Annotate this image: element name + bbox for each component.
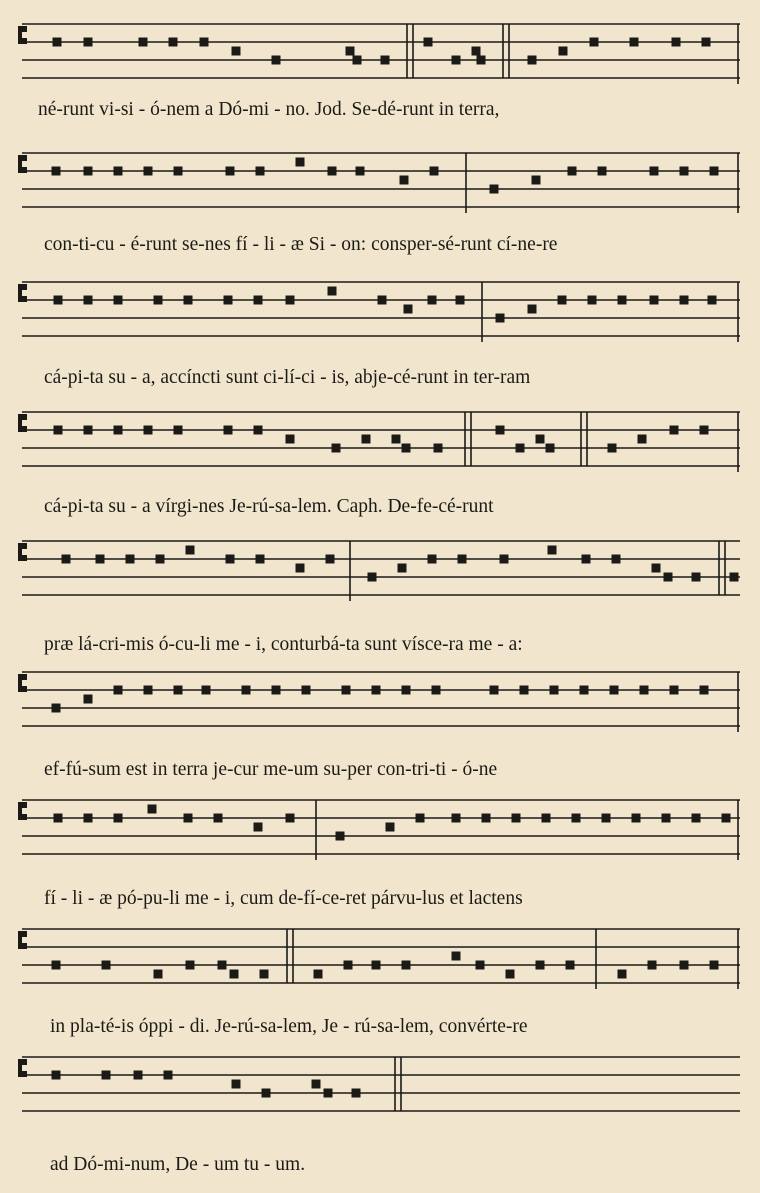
neume	[272, 56, 281, 65]
neume	[52, 961, 61, 970]
neume	[226, 555, 235, 564]
neume	[434, 444, 443, 453]
neume	[692, 814, 701, 823]
lyric-line: ad Dó-mi-num, De - um tu - um.	[50, 1154, 306, 1175]
neume	[230, 970, 239, 979]
music-system-1	[0, 16, 760, 146]
music-system-2	[0, 145, 760, 275]
neume	[148, 805, 157, 814]
neume	[356, 167, 365, 176]
neume	[326, 555, 335, 564]
neume	[416, 814, 425, 823]
neume	[528, 56, 537, 65]
neume	[559, 47, 568, 56]
neume	[730, 573, 739, 582]
c-clef	[18, 155, 27, 173]
neume	[650, 296, 659, 305]
neume	[400, 176, 409, 185]
neume	[214, 814, 223, 823]
neume	[402, 686, 411, 695]
c-clef	[18, 1059, 27, 1077]
neume	[582, 555, 591, 564]
neume	[174, 686, 183, 695]
neume	[662, 814, 671, 823]
neume	[262, 1089, 271, 1098]
neume	[260, 970, 269, 979]
neume	[139, 38, 148, 47]
neume	[404, 305, 413, 314]
neume	[722, 814, 731, 823]
neume	[402, 961, 411, 970]
music-system-9	[0, 1049, 760, 1179]
neume	[392, 435, 401, 444]
neume	[312, 1080, 321, 1089]
neume	[456, 296, 465, 305]
neume	[638, 435, 647, 444]
neume	[286, 435, 295, 444]
neume	[432, 686, 441, 695]
neume	[536, 961, 545, 970]
music-system-8	[0, 921, 760, 1051]
staff	[0, 16, 760, 92]
music-system-4	[0, 404, 760, 534]
neume	[516, 444, 525, 453]
neume	[610, 686, 619, 695]
lyric-line: præ lá-cri-mis ó-cu-li me - i, conturbá-ta sunt vísce-ra me - a:	[44, 634, 523, 655]
neume	[528, 305, 537, 314]
neume	[618, 970, 627, 979]
neume	[96, 555, 105, 564]
neume	[680, 167, 689, 176]
music-system-7	[0, 792, 760, 922]
neume	[430, 167, 439, 176]
neume	[114, 296, 123, 305]
neume	[346, 47, 355, 56]
neume	[324, 1089, 333, 1098]
neume	[218, 961, 227, 970]
c-clef	[18, 931, 27, 949]
lyric-line: in pla-té-is óppi - di. Je-rú-sa-lem, Je - rú-sa-lem, convérte-re	[50, 1016, 528, 1037]
neume	[680, 961, 689, 970]
neume	[476, 961, 485, 970]
neume	[700, 426, 709, 435]
lyric-line: né-runt vi-si - ó-nem a Dó-mi - no. Jod. Se-dé-runt in terra,	[38, 99, 500, 120]
c-clef	[18, 802, 27, 820]
neume	[54, 296, 63, 305]
neume	[368, 573, 377, 582]
neume	[650, 167, 659, 176]
neume	[452, 952, 461, 961]
neume	[232, 1080, 241, 1089]
neume	[580, 686, 589, 695]
neume	[84, 426, 93, 435]
neume	[52, 1071, 61, 1080]
neume	[352, 1089, 361, 1098]
neume	[114, 814, 123, 823]
music-system-3	[0, 274, 760, 404]
neume	[126, 555, 135, 564]
neume	[84, 695, 93, 704]
neume	[169, 38, 178, 47]
neume	[542, 814, 551, 823]
neume	[336, 832, 345, 841]
neume	[156, 555, 165, 564]
neume	[186, 546, 195, 555]
neume	[154, 970, 163, 979]
lyric-line: fí - li - æ pó-pu-li me - i, cum de-fí-ce-ret párvu-lus et lactens	[44, 888, 523, 909]
neume	[286, 814, 295, 823]
neume	[630, 38, 639, 47]
neume	[546, 444, 555, 453]
c-clef	[18, 26, 27, 44]
neume	[536, 435, 545, 444]
neume	[302, 686, 311, 695]
neume	[428, 555, 437, 564]
c-clef	[18, 414, 27, 432]
staff	[0, 792, 760, 868]
neume	[598, 167, 607, 176]
neume	[114, 426, 123, 435]
neume	[680, 296, 689, 305]
neume	[648, 961, 657, 970]
neume	[224, 426, 233, 435]
neume	[608, 444, 617, 453]
music-system-6	[0, 664, 760, 794]
neume	[174, 167, 183, 176]
neume	[588, 296, 597, 305]
neume	[84, 38, 93, 47]
c-clef	[18, 543, 27, 561]
neume	[52, 704, 61, 713]
neume	[602, 814, 611, 823]
neume	[612, 555, 621, 564]
neume	[618, 296, 627, 305]
lyric-line: con-ti-cu - é-runt se-nes fí - li - æ Si - on: consper-sé-runt cí-ne-re	[44, 234, 558, 255]
neume	[506, 970, 515, 979]
staff	[0, 1049, 760, 1125]
neume	[84, 814, 93, 823]
staff	[0, 145, 760, 221]
neume	[550, 686, 559, 695]
neume	[144, 167, 153, 176]
neume	[424, 38, 433, 47]
neume	[386, 823, 395, 832]
neume	[174, 426, 183, 435]
neume	[372, 961, 381, 970]
neume	[710, 167, 719, 176]
neume	[500, 555, 509, 564]
neume	[692, 573, 701, 582]
neume	[84, 296, 93, 305]
neume	[381, 56, 390, 65]
neume	[52, 167, 61, 176]
neume	[708, 296, 717, 305]
neume	[477, 56, 486, 65]
neume	[572, 814, 581, 823]
neume	[672, 38, 681, 47]
neume	[232, 47, 241, 56]
neume	[452, 814, 461, 823]
neume	[532, 176, 541, 185]
neume	[314, 970, 323, 979]
neume	[102, 961, 111, 970]
neume	[114, 167, 123, 176]
neume	[256, 167, 265, 176]
neume	[490, 185, 499, 194]
neume	[482, 814, 491, 823]
neume	[114, 686, 123, 695]
neume	[54, 426, 63, 435]
neume	[512, 814, 521, 823]
neume	[344, 961, 353, 970]
neume	[458, 555, 467, 564]
neume	[84, 167, 93, 176]
neume	[256, 555, 265, 564]
music-system-5	[0, 533, 760, 663]
neume	[496, 314, 505, 323]
neume	[640, 686, 649, 695]
neume	[254, 296, 263, 305]
neume	[296, 158, 305, 167]
neume	[402, 444, 411, 453]
neume	[242, 686, 251, 695]
staff	[0, 533, 760, 609]
neume	[702, 38, 711, 47]
c-clef	[18, 674, 27, 692]
neume	[200, 38, 209, 47]
neume	[670, 426, 679, 435]
neume	[700, 686, 709, 695]
neume	[670, 686, 679, 695]
neume	[664, 573, 673, 582]
neume	[353, 56, 362, 65]
neume	[558, 296, 567, 305]
neume	[53, 38, 62, 47]
neume	[154, 296, 163, 305]
neume	[652, 564, 661, 573]
neume	[548, 546, 557, 555]
neume	[710, 961, 719, 970]
neume	[62, 555, 71, 564]
neume	[186, 961, 195, 970]
neume	[254, 823, 263, 832]
neume	[428, 296, 437, 305]
neume	[342, 686, 351, 695]
neume	[328, 167, 337, 176]
c-clef	[18, 284, 27, 302]
staff	[0, 664, 760, 740]
neume	[362, 435, 371, 444]
staff	[0, 404, 760, 480]
neume	[332, 444, 341, 453]
neume	[144, 426, 153, 435]
neume	[398, 564, 407, 573]
neume	[286, 296, 295, 305]
neume	[144, 686, 153, 695]
neume	[568, 167, 577, 176]
neume	[632, 814, 641, 823]
neume	[520, 686, 529, 695]
neume	[490, 686, 499, 695]
neume	[590, 38, 599, 47]
lyric-line: ef-fú-sum est in terra je-cur me-um su-per con-tri-ti - ó-ne	[44, 759, 498, 780]
neume	[184, 814, 193, 823]
neume	[164, 1071, 173, 1080]
neume	[54, 814, 63, 823]
neume	[328, 287, 337, 296]
neume	[272, 686, 281, 695]
staff	[0, 921, 760, 997]
neume	[452, 56, 461, 65]
lyric-line: cá-pi-ta su - a vírgi-nes Je-rú-sa-lem. Caph. De-fe-cé-runt	[44, 496, 494, 517]
neume	[226, 167, 235, 176]
staff	[0, 274, 760, 350]
neume	[566, 961, 575, 970]
neume	[372, 686, 381, 695]
neume	[102, 1071, 111, 1080]
neume	[224, 296, 233, 305]
neume	[472, 47, 481, 56]
neume	[296, 564, 305, 573]
neume	[254, 426, 263, 435]
lyric-line: cá-pi-ta su - a, accíncti sunt ci-lí-ci - is, abje-cé-runt in ter-ram	[44, 367, 531, 388]
neume	[202, 686, 211, 695]
neume	[378, 296, 387, 305]
neume	[496, 426, 505, 435]
neume	[184, 296, 193, 305]
neume	[134, 1071, 143, 1080]
